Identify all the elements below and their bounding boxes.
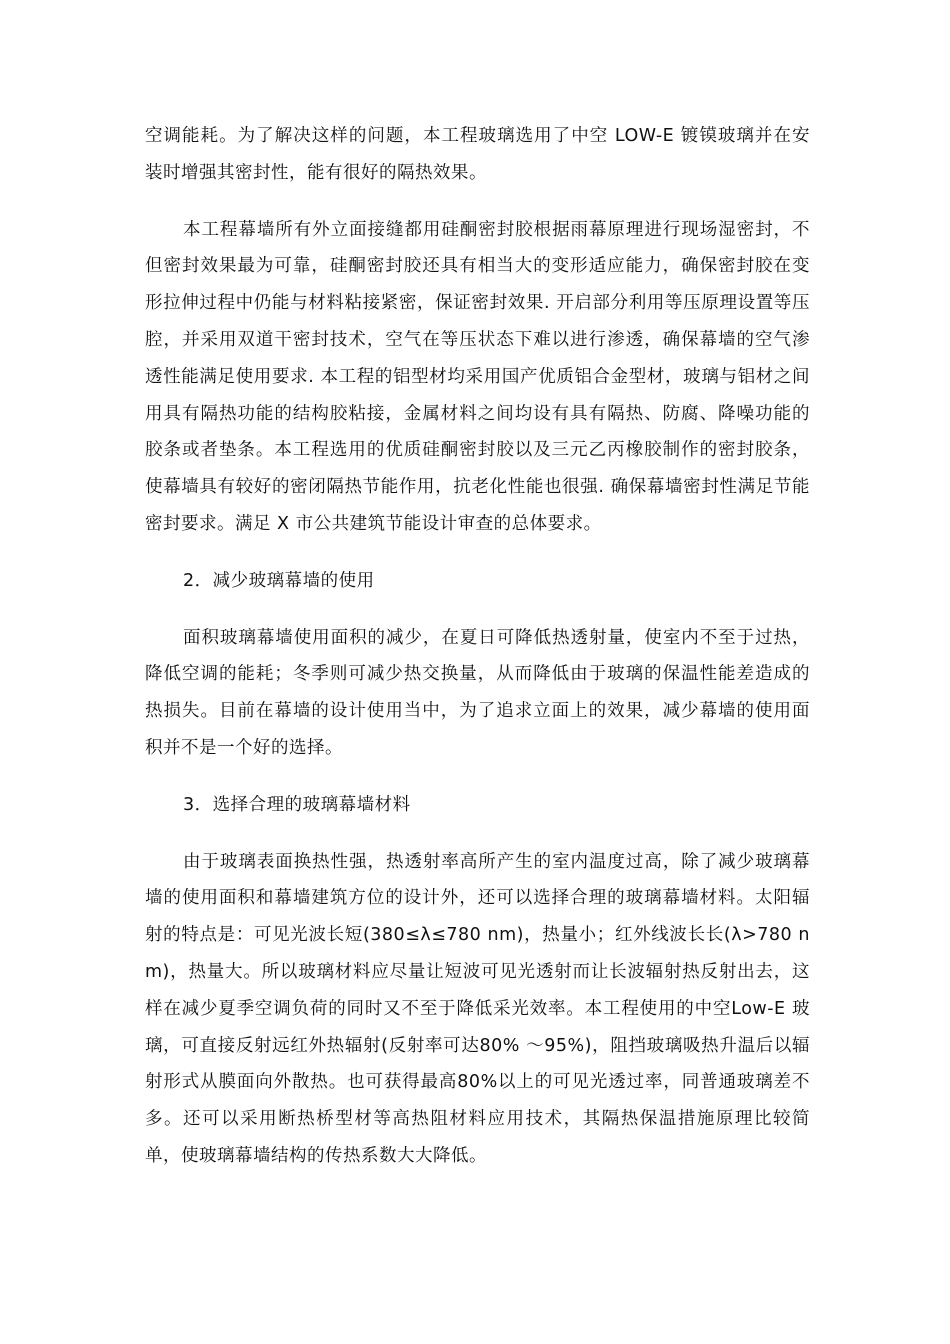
paragraph-gap bbox=[145, 192, 810, 212]
paragraph-4: 由于玻璃表面换热性强，热透射率高所产生的室内温度过高，除了减少玻璃幕墙的使用面积和幕墙建筑方位的设计外，还可以选择合理的玻璃幕墙材料。太阳辐射的特点是：可见光波长短(380≤λ≤780 nm)，热量小；红外线波长长(λ>780 nm)，热量大。所以玻璃材料应尽量让短波可见光透射而让长波辐射热反射出去，这样在减少夏季空调负荷的同时又不至于降低采光效率。本工程使用的中空Low-E 玻璃，可直接反射远红外热辐射(反射率可达80% ～95%)，阻挡玻璃吸热升温后以辐射形式从膜面向外散热。也可获得最高80%以上的可见光透过率，同普通玻璃差不多。还可以采用断热桥型材等高热阻材料应用技术，其隔热保温措施原理比较简单，使玻璃幕墙结构的传热系数大大降低。 bbox=[145, 851, 810, 1166]
paragraph-2: 本工程幕墙所有外立面接缝都用硅酮密封胶根据雨幕原理进行现场湿密封，不但密封效果最为可靠，硅酮密封胶还具有相当大的变形适应能力，确保密封胶在变形拉伸过程中仍能与材料粘接紧密，保证密封效果. 开启部分利用等压原理设置等压腔，并采用双道干密封技术，空气在等压状态下难以进行渗透，确保幕墙的空气渗透性能满足使用要求. 本工程的铝型材均采用国产优质铝合金型材，玻璃与铝材之间用具有隔热功能的结构胶粘接，金属材料之间均设有具有隔热、防腐、降噪功能的胶条或者垫条。本工程选用的优质硅酮密封胶以及三元乙丙橡胶制作的密封胶条，使幕墙具有较好的密闭隔热节能作用，抗老化性能也很强. 确保幕墙密封性满足节能密封要求。满足 X 市公共建筑节能设计审查的总体要求。 bbox=[145, 219, 810, 534]
document-body bbox=[145, 118, 810, 1175]
paragraph-3: 面积玻璃幕墙使用面积的减少，在夏日可降低热透射量，使室内不至于过热，降低空调的能耗；冬季则可减少热交换量，从而降低由于玻璃的保温性能差造成的热损失。目前在幕墙的设计使用当中，为了追求立面上的效果，减少幕墙的使用面积并不是一个好的选择。 bbox=[145, 627, 810, 758]
section-heading-3: 3．选择合理的玻璃幕墙材料 bbox=[183, 794, 411, 815]
paragraph-1: 空调能耗。为了解决这样的问题，本工程玻璃选用了中空 LOW-E 镀镆玻璃并在安装时增强其密封性，能有很好的隔热效果。 bbox=[145, 126, 810, 183]
paragraph-gap bbox=[145, 600, 810, 620]
paragraph-gap bbox=[145, 543, 810, 563]
section-heading-2: 2．减少玻璃幕墙的使用 bbox=[183, 570, 375, 591]
paragraph-gap bbox=[145, 767, 810, 787]
paragraph-gap bbox=[145, 824, 810, 844]
